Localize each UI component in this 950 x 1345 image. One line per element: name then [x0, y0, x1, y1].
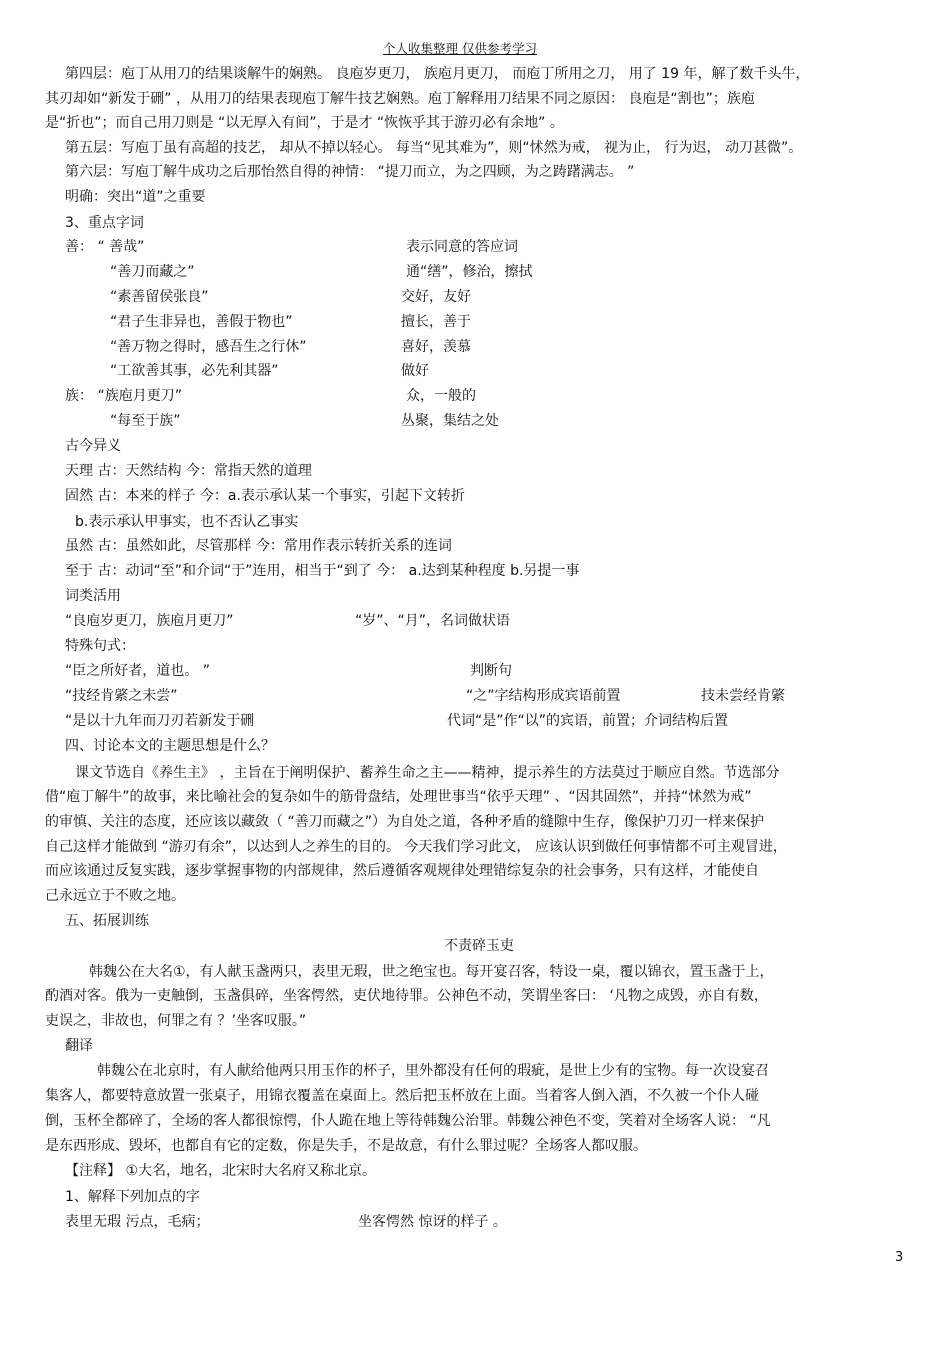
- text-line: b.表示承认甲事实，也不否认乙事实: [75, 514, 299, 530]
- paragraph-line: 的审慎、关注的态度，还应该以藏敛（ “善刀而藏之”）为自处之道，各种矛盾的缝隙中生存，像保护刀刃一样来保护: [45, 814, 764, 830]
- example-note: 判断句: [470, 663, 512, 679]
- vocab-meaning: 交好，友好: [401, 289, 471, 305]
- text-line: 第六层：写庖丁解牛成功之后那怡然自得的神情： “提刀而立，为之四顾，为之踌躇满志。 ”: [65, 164, 635, 180]
- translation-line: 集客人，都要特意放置一张桌子，用锦衣覆盖在桌面上。然后把玉杯放在上面。当着客人倒入酒，不久被一个仆人碰: [45, 1088, 759, 1104]
- vocab-meaning: 众，一般的: [406, 388, 476, 404]
- vocab-meaning: 丛聚，集结之处: [401, 413, 499, 429]
- section-heading: 五、拓展训练: [65, 913, 149, 929]
- vocab-term: “每至于族”: [110, 413, 181, 429]
- example-sentence: “良庖岁更刀，族庖月更刀”: [65, 613, 234, 629]
- text-line: 天理 古：天然结构 今：常指天然的道理: [65, 463, 312, 479]
- section-heading: 四、讨论本文的主题思想是什么？: [65, 738, 275, 754]
- vocab-meaning: 擅长，善于: [401, 314, 471, 330]
- vocab-term: 族： “族庖月更刀”: [65, 388, 182, 404]
- vocab-term: “素善留侯张良”: [110, 289, 209, 305]
- exercise-item: 表里无瑕 污点，毛病；: [65, 1214, 210, 1230]
- subsection-heading: 翻译: [65, 1038, 93, 1054]
- paragraph-line: 借“庖丁解牛”的故事，来比喻社会的复杂如牛的筋骨盘结，处理世事当“依乎天理” 、“因其固然”，并持“怵然为戒”: [45, 789, 752, 805]
- page-number: 3: [895, 1250, 904, 1265]
- passage-line: 韩魏公在大名①，有人献玉盏两只，表里无瑕，世之绝宝也。每开宴召客，特设一桌，覆以锦衣，置玉盏于上，: [89, 964, 774, 980]
- paragraph-line: 己永远立于不败之地。: [45, 888, 185, 904]
- example-note: 技未尝经肯綮: [701, 688, 785, 704]
- translation-line: 是东西形成、毁坏，也都自有它的定数，你是失手，不是故意，有什么罪过呢？全场客人都叹服。: [45, 1138, 647, 1154]
- exercise-heading: 1、解释下列加点的字: [65, 1189, 200, 1205]
- text-line: 至于 古：动词“至”和介词“于”连用，相当于“到了 今： a.达到某种程度 b.另提一事: [65, 563, 580, 579]
- translation-line: 倒，玉杯全都碎了，全场的客人都很惊愕，仆人跪在地上等待韩魏公治罪。韩魏公神色不变，笑着对全场客人说： “凡: [45, 1113, 771, 1129]
- vocab-term: “善万物之得时，感吾生之行休”: [110, 339, 307, 355]
- text-line: 固然 古：本来的样子 今：a.表示承认某一个事实，引起下文转折: [65, 488, 465, 504]
- example-sentence: “技经肯綮之未尝”: [65, 688, 178, 704]
- subsection-heading: 词类活用: [65, 588, 121, 604]
- translation-line: 韩魏公在北京时，有人献给他两只用玉作的杯子，里外都没有任何的瑕疵，是世上少有的宝物。每一次设宴召: [97, 1063, 769, 1079]
- example-sentence: “是以十九年而刀刃若新发于硎: [65, 713, 255, 729]
- text-line: 第五层：写庖丁虽有高超的技艺， 却从不掉以轻心。 每当“见其难为”，则“怵然为戒， 视为止， 行为迟， 动刀甚微”。: [65, 140, 803, 156]
- vocab-term: “工欲善其事，必先利其器”: [110, 363, 279, 379]
- page-header: 个人收集整理 仅供参考学习: [383, 41, 537, 56]
- text-line: 虽然 古：虽然如此，尽管那样 今：常用作表示转折关系的连词: [65, 538, 452, 554]
- example-sentence: “臣之所好者，道也。 ”: [65, 663, 210, 679]
- vocab-meaning: 喜好，羡慕: [401, 339, 471, 355]
- example-note: “岁”、“月”，名词做状语: [355, 613, 511, 629]
- vocab-term: “君子生非异也，善假于物也”: [110, 314, 293, 330]
- vocab-meaning: 表示同意的答应词: [406, 239, 518, 255]
- paragraph-line: 而应该通过反复实践，逐步掌握事物的内部规律，然后遵循客观规律处理错综复杂的社会事务，只有这样，才能使自: [45, 863, 759, 879]
- passage-title: 不责碎玉吏: [444, 938, 514, 954]
- subsection-heading: 特殊句式：: [65, 638, 135, 654]
- subsection-heading: 古今异义: [65, 438, 121, 454]
- vocab-meaning: 通“缮”，修治，擦拭: [406, 264, 533, 280]
- paragraph-line: 自己这样才能做到 “游刃有余”，以达到人之养生的目的。 今天我们学习此文， 应该认识到做任何事情都不可主观冒进，: [45, 839, 787, 855]
- annotation-note: 【注释】 ①大名，地名，北宋时大名府又称北京。: [65, 1163, 376, 1179]
- section-heading: 3、重点字词: [65, 215, 144, 231]
- example-note: “之”字结构形成宾语前置: [466, 688, 621, 704]
- vocab-meaning: 做好: [401, 363, 429, 379]
- passage-line: 酌酒对客。俄为一吏触倒，玉盏俱碎，坐客愕然，吏伏地待罪。公神色不动，笑谓坐客曰： ‘凡物之成毁，亦自有数，: [45, 988, 768, 1004]
- vocab-term: “善刀而藏之”: [110, 264, 195, 280]
- vocab-term: 善： “ 善哉”: [65, 239, 145, 255]
- exercise-item: 坐客愕然 惊讶的样子 。: [358, 1214, 507, 1230]
- example-note: 代词“是”作“以”的宾语，前置；介词结构后置: [447, 713, 729, 729]
- text-line: 明确：突出“道”之重要: [65, 189, 206, 205]
- text-line: 是“折也”；而自己用刀则是 “以无厚入有间”，于是才 “恢恢乎其于游刃必有余地” 。: [45, 115, 564, 131]
- paragraph-line: 课文节选自《养生主》 ，主旨在于阐明保护、蓄养生命之主——精神，提示养生的方法莫过于顺应自然。节选部分: [75, 765, 780, 781]
- text-line: 第四层：庖丁从用刀的结果谈解牛的娴熟。 良庖岁更刀， 族庖月更刀， 而庖丁所用之刀， 用了 19 年，解了数千头牛，: [65, 66, 810, 82]
- passage-line: 吏误之，非故也，何罪之有 ？’坐客叹服。”: [45, 1013, 307, 1029]
- text-line: 其刃却如“新发于硎” ，从用刀的结果表现庖丁解牛技艺娴熟。庖丁解释用刀结果不同之原因： 良庖是“割也”；族庖: [45, 91, 755, 107]
